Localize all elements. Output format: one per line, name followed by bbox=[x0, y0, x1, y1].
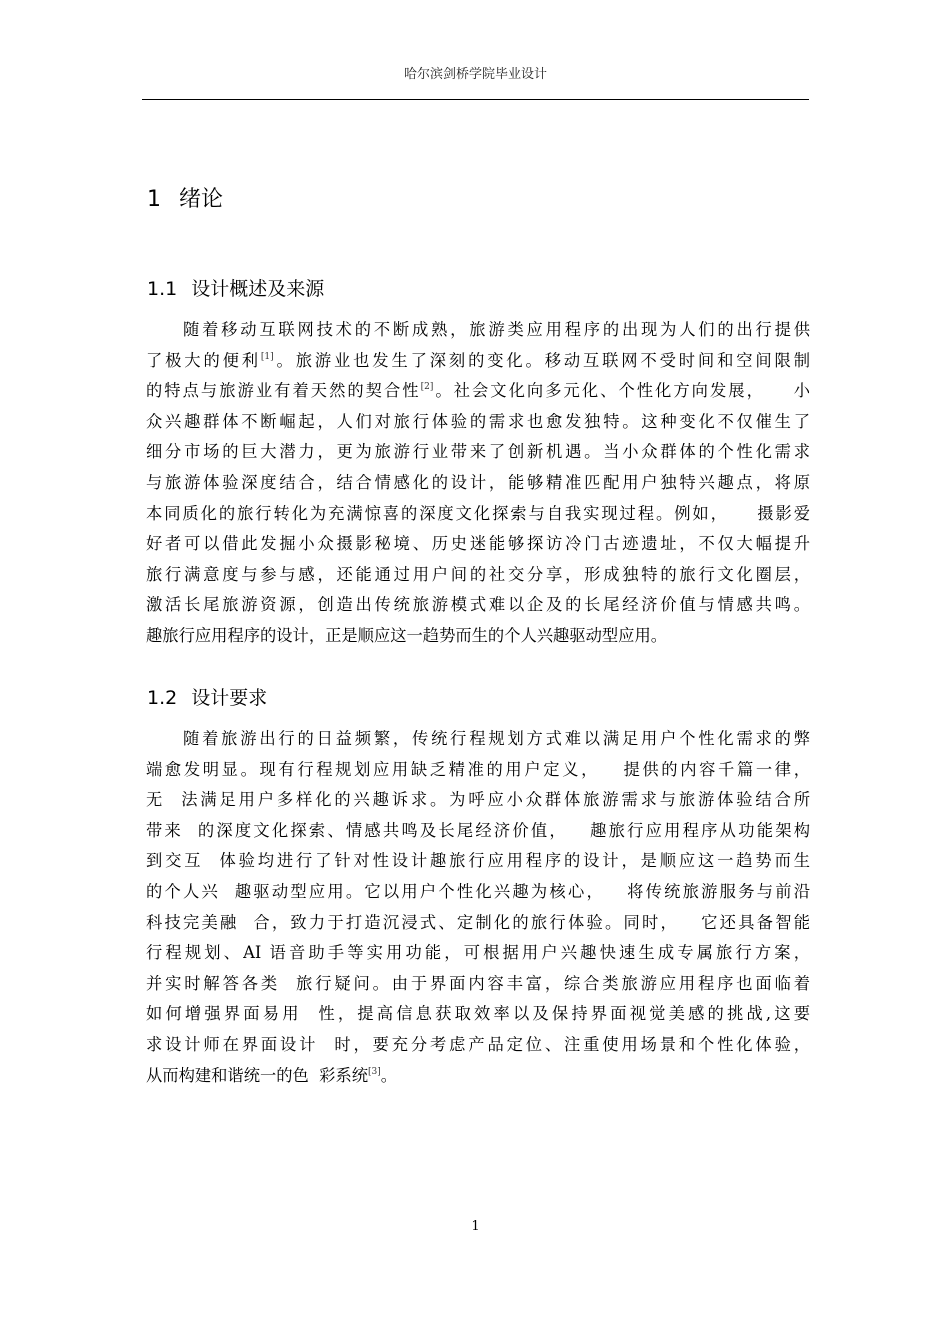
text-run: 了极大的便利 bbox=[146, 350, 261, 370]
citation-ref: [3] bbox=[368, 1066, 381, 1077]
chapter-title-text: 绪论 bbox=[179, 187, 224, 212]
paragraph-line: 到交互 体验均进行了针对性设计趣旅行应用程序的设计，是顺应这一趋势而生 bbox=[146, 851, 810, 871]
text-run: 从而构建和谐统一的色 彩系统 bbox=[146, 1065, 369, 1085]
text-run: 。 bbox=[380, 1065, 398, 1085]
paragraph-line: 求设计师在界面设计 时，要充分考虑产品定位、注重使用场景和个性化体验， bbox=[146, 1034, 810, 1054]
section-title-text: 设计要求 bbox=[191, 687, 268, 709]
section-number: 1.2 bbox=[147, 687, 178, 709]
text-run: 。旅游业也发生了深刻的变化。移动互联网不受时间和空间限制 bbox=[273, 350, 810, 370]
paragraph-line: 无 法满足用户多样化的兴趣诉求。为呼应小众群体旅游需求与旅游体验结合所 bbox=[146, 790, 810, 810]
paragraph-line: 科技完美融 合，致力于打造沉浸式、定制化的旅行体验。同时， 它还具备智能 bbox=[146, 912, 810, 932]
paragraph-line: 带来 的深度文化探索、情感共鸣及长尾经济价值， 趣旅行应用程序从功能架构 bbox=[146, 820, 810, 840]
paragraph-line bbox=[146, 376, 810, 407]
paragraph-line: 随着旅游出行的日益频繁，传统行程规划方式难以满足用户个性化需求的弊 bbox=[183, 729, 810, 748]
paragraph-line bbox=[146, 346, 810, 377]
page-number: 1 bbox=[471, 1219, 480, 1234]
section-title-text: 设计概述及来源 bbox=[191, 278, 325, 300]
running-header: 哈尔滨剑桥学院毕业设计 bbox=[403, 67, 547, 82]
paragraph-line: 行程规划、AI 语音助手等实用功能，可根据用户兴趣快速生成专属旅行方案， bbox=[146, 943, 810, 963]
paragraph-line: 端愈发明显。现有行程规划应用缺乏精准的用户定义， 提供的内容千篇一律， bbox=[146, 759, 810, 779]
paragraph-design-overview bbox=[146, 315, 810, 652]
header-divider bbox=[142, 99, 809, 100]
paragraph-line: 并实时解答各类 旅行疑问。由于界面内容丰富，综合类旅游应用程序也面临着 bbox=[146, 973, 810, 993]
text-run: 。社会文化向多元化、个性化方向发展， 小 bbox=[433, 381, 810, 401]
paragraph-line: 如何增强界面易用 性，提高信息获取效率以及保持界面视觉美感的挑战,这要 bbox=[146, 1004, 810, 1024]
paragraph-line: 旅行满意度与参与感，还能通过用户间的社交分享，形成独特的旅行文化圈层， bbox=[146, 564, 810, 584]
paragraph-design-requirements bbox=[146, 724, 810, 1091]
chapter-number: 1 bbox=[147, 187, 161, 212]
chapter-title bbox=[147, 184, 223, 216]
paragraph-line: 激活长尾旅游资源，创造出传统旅游模式难以企及的长尾经济价值与情感共鸣。 bbox=[146, 595, 810, 615]
paragraph-line: 本同质化的旅行转化为充满惊喜的深度文化探索与自我实现过程。例如， 摄影爱 bbox=[146, 503, 810, 523]
paragraph-line: 的个人兴 趣驱动型应用。它以用户个性化兴趣为核心， 将传统旅游服务与前沿 bbox=[146, 881, 810, 901]
paragraph-line: 好者可以借此发掘小众摄影秘境、历史迷能够探访冷门古迹遗址，不仅大幅提升 bbox=[146, 534, 810, 554]
paragraph-line: 趣旅行应用程序的设计，正是顺应这一趋势而生的个人兴趣驱动型应用。 bbox=[146, 625, 668, 645]
section-title-1-2 bbox=[147, 684, 267, 712]
section-number: 1.1 bbox=[147, 278, 178, 300]
paragraph-line bbox=[146, 1061, 810, 1092]
paragraph-line: 细分市场的巨大潜力，更为旅游行业带来了创新机遇。当小众群体的个性化需求 bbox=[146, 442, 810, 462]
paragraph-line: 随着移动互联网技术的不断成熟，旅游类应用程序的出现为人们的出行提供 bbox=[183, 320, 810, 339]
text-run: 的特点与旅游业有着天然的契合性 bbox=[146, 381, 421, 401]
paragraph-line: 与旅游体验深度结合，结合情感化的设计，能够精准匹配用户独特兴趣点，将原 bbox=[146, 472, 810, 492]
citation-ref: [2] bbox=[420, 382, 434, 393]
paragraph-line: 众兴趣群体不断崛起，人们对旅行体验的需求也愈发独特。这种变化不仅催生了 bbox=[146, 411, 810, 431]
citation-ref: [1] bbox=[260, 351, 274, 362]
section-title-1-1 bbox=[147, 275, 324, 303]
